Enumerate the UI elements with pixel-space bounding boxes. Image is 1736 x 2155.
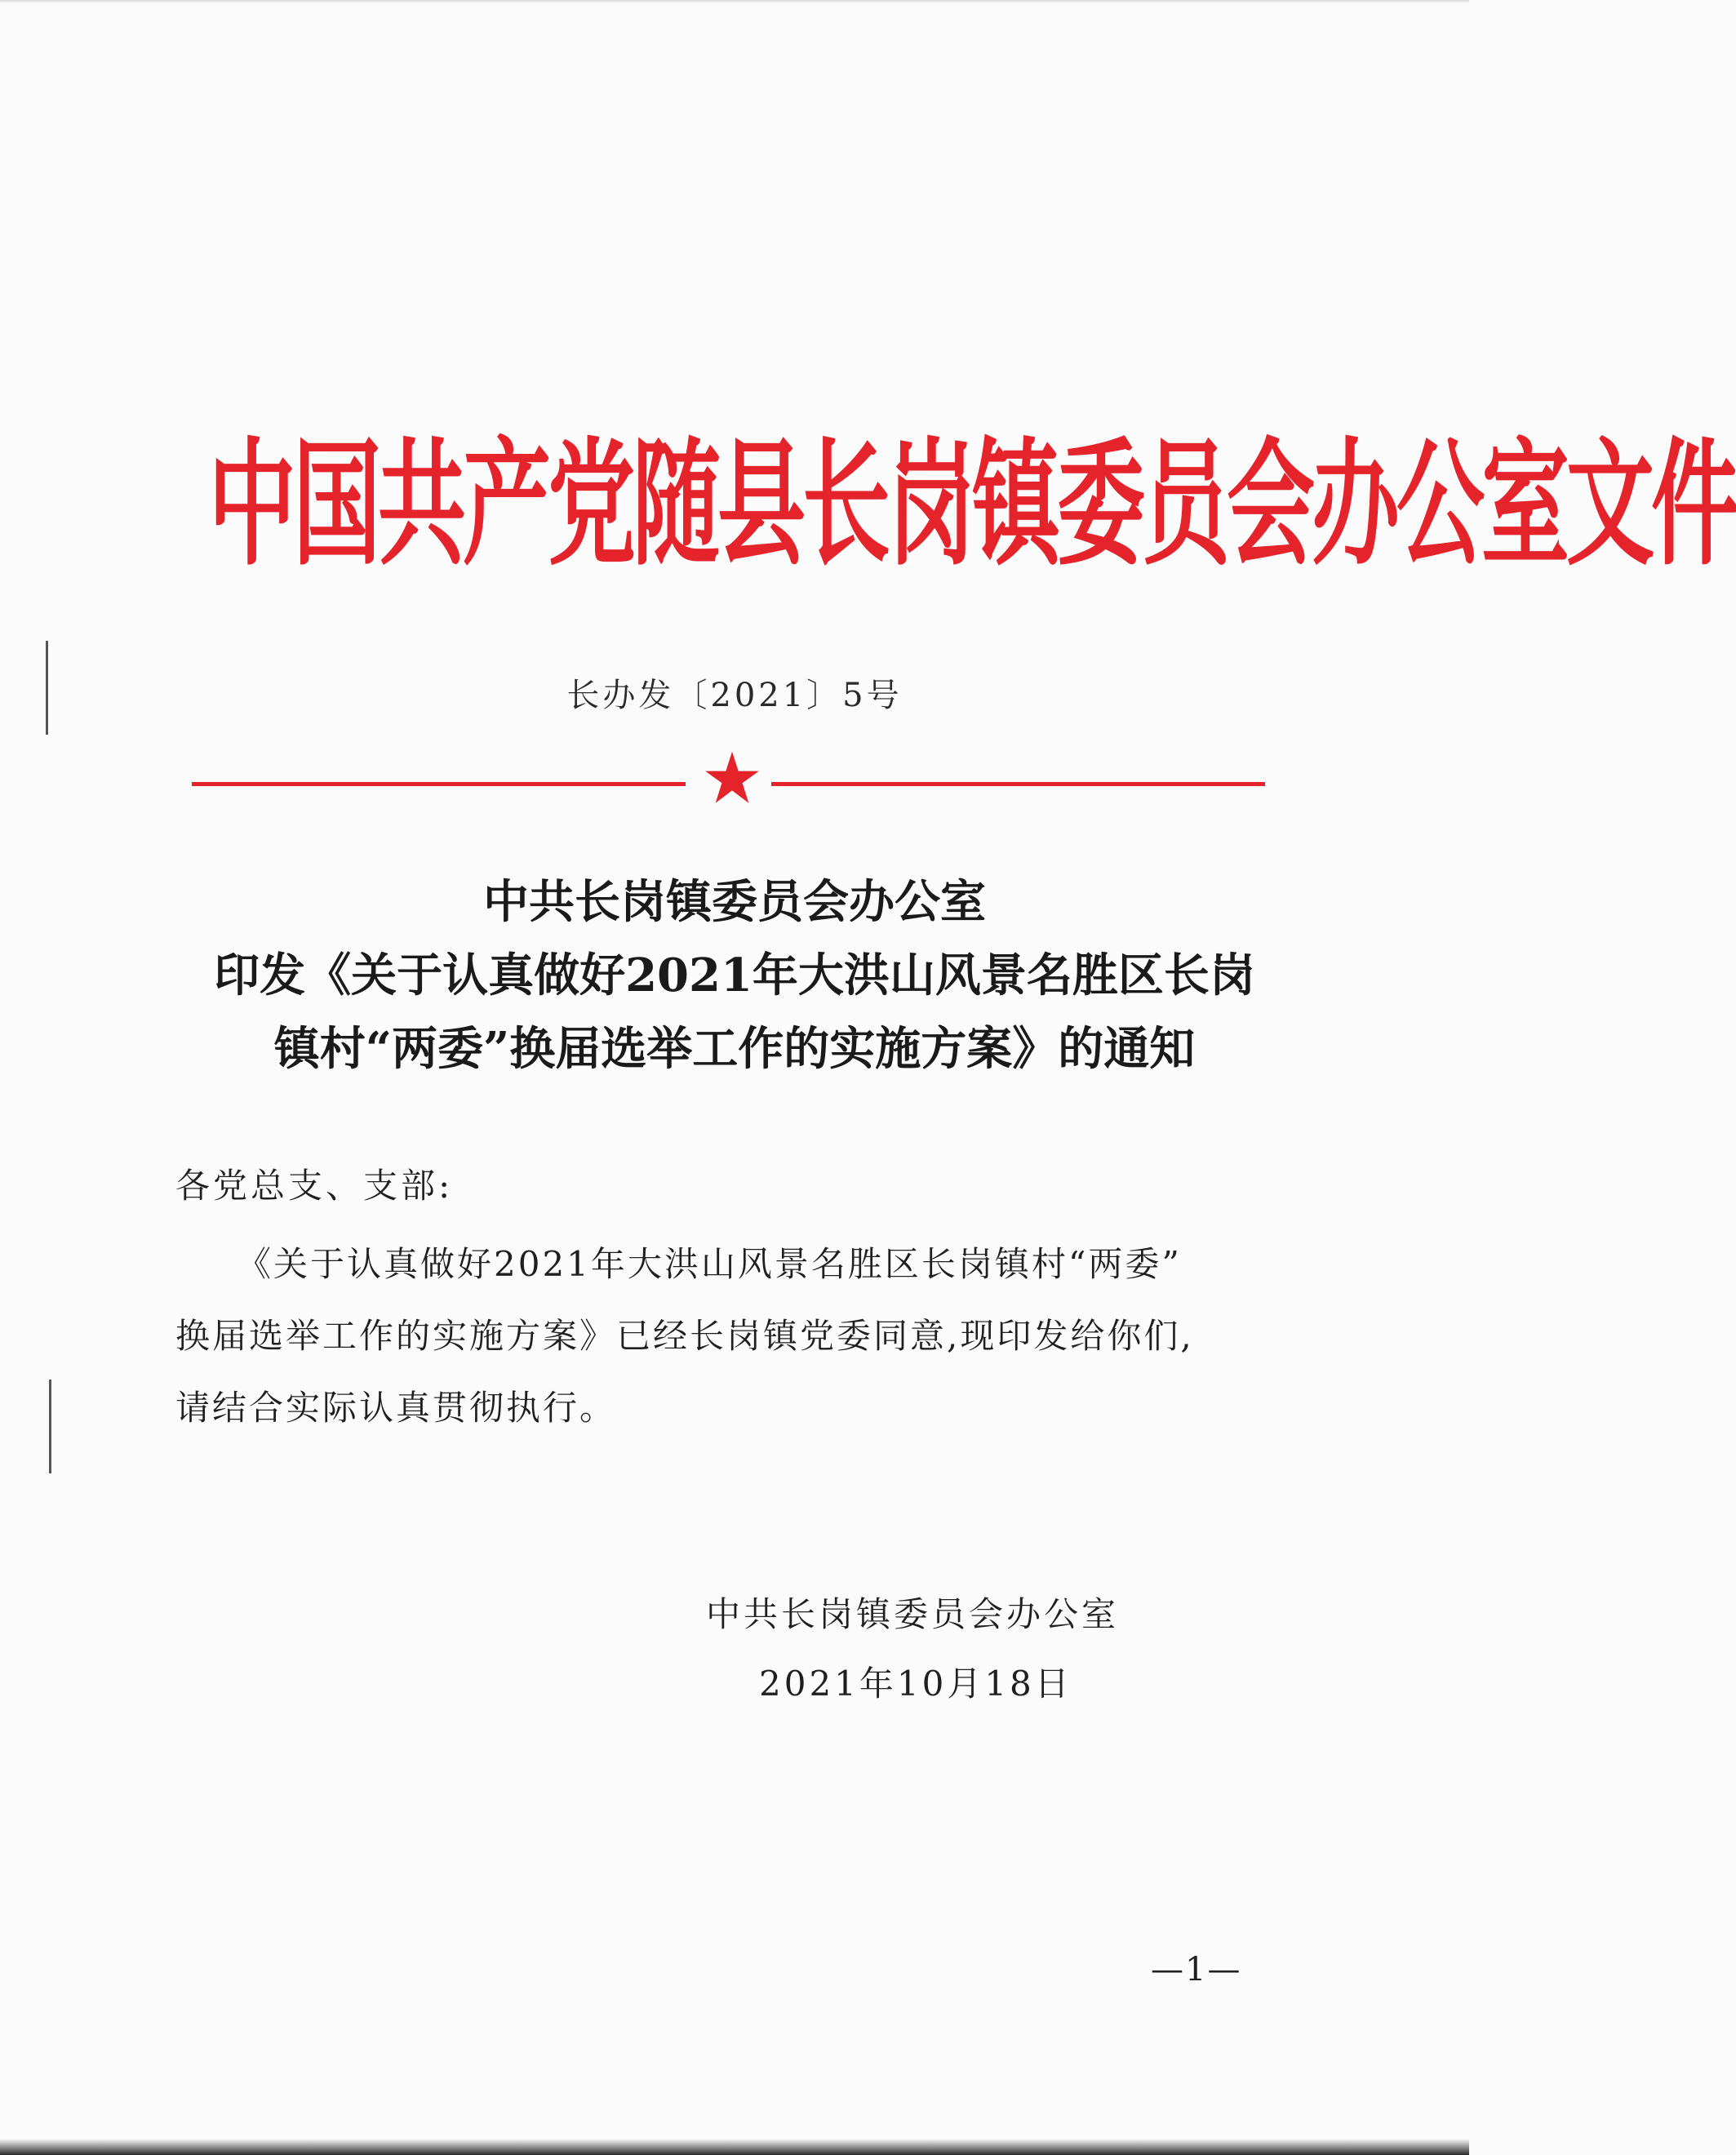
issuer-signature: 中共长岗镇委员会办公室 xyxy=(706,1594,1120,1634)
body-line: 《关于认真做好2021年大洪山风景名胜区长岗镇村“两委” xyxy=(237,1244,1182,1284)
document-header-title: 中国共产党随县长岗镇委员会办公室文件 xyxy=(208,426,1736,585)
red-divider-left xyxy=(192,782,686,786)
body-paragraph xyxy=(175,1229,1302,1444)
scan-mark xyxy=(49,1380,51,1473)
issue-date: 2021年10月18日 xyxy=(759,1664,1072,1704)
body-line: 换届选举工作的实施方案》已经长岗镇党委同意,现印发给你们, xyxy=(175,1316,1194,1356)
notice-title-line: 印发《关于认真做好2021年大洪山风景名胜区长岗 xyxy=(214,949,1255,1002)
notice-title xyxy=(0,865,1469,1086)
notice-title-line: 中共长岗镇委员会办公室 xyxy=(483,875,986,929)
red-star-icon xyxy=(704,749,761,806)
red-divider-right xyxy=(771,782,1265,786)
document-number: 长办发〔2021〕5号 xyxy=(566,677,903,714)
notice-title-line: 镇村“两委”换届选举工作的实施方案》的通知 xyxy=(273,1022,1196,1076)
body-line: 请结合实际认真贯彻执行。 xyxy=(175,1388,617,1428)
page-number: —1— xyxy=(1151,1951,1242,1988)
scan-edge-top xyxy=(0,0,1469,3)
scan-edge-bottom xyxy=(0,2139,1469,2155)
salutation: 各党总支、支部: xyxy=(175,1166,454,1206)
